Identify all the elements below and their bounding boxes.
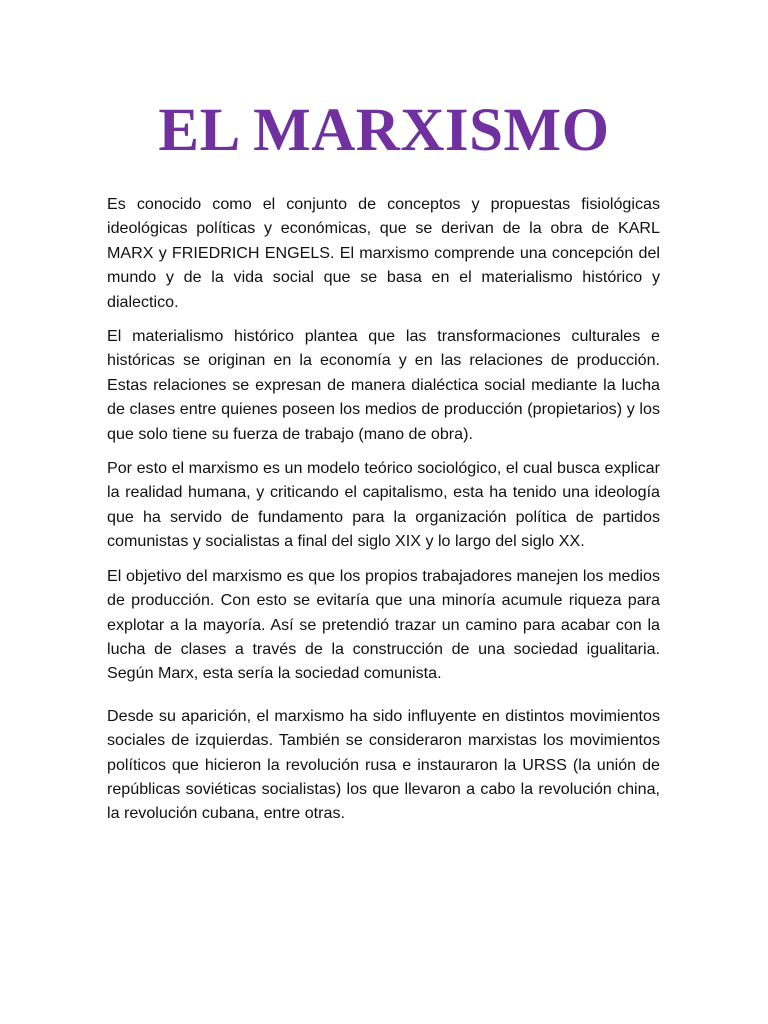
paragraph-definition: Es conocido como el conjunto de conceptos y propuestas fisiológicas ideológicas políticas y económicas, que se derivan de la obra de KARL MARX y FRIEDRICH ENGELS. El marxismo comprende una concepción del mundo y de la vida social que se basa en el materialismo histórico y dialectico. (107, 195, 660, 311)
paragraph-influence: Desde su aparición, el marxismo ha sido influyente en distintos movimientos sociales de izquierdas. También se consideraron marxistas los movimientos políticos que hicieron la revolución rusa e instauraron la URSS (la unión de repúblicas soviéticas socialistas) los que llevaron a cabo la revolución china, la revolución cubana, entre otras. (107, 706, 660, 823)
paragraph-historical-materialism: El materialismo histórico plantea que las transformaciones culturales e históricas se originan en la economía y en las relaciones de producción. Estas relaciones se expresan de manera dialéctica social mediante la lucha de clases entre quienes poseen los medios de producción (propietarios) y los que solo tiene su fuerza de trabajo (mano de obra). (107, 327, 660, 443)
paragraph-sociological-model: Por esto el marxismo es un modelo teórico sociológico, el cual busca explicar la realidad humana, y criticando el capitalismo, esta ha tenido una ideología que ha servido de fundamento para la organización política de partidos comunistas y socialistas a final del siglo XIX y lo largo del siglo XX. (107, 459, 660, 551)
paragraph-objective: El objetivo del marxismo es que los propios trabajadores manejen los medios de producción. Con esto se evitaría que una minoría acumule riqueza para explotar a la mayoría. Así se pretendió trazar un camino para acabar con la lucha de clases a través de la construcción de una sociedad igualitaria. Según Marx, esta sería la sociedad comunista. (107, 566, 660, 683)
page-title: EL MARXISMO (158, 97, 610, 164)
document-body (107, 192, 660, 836)
